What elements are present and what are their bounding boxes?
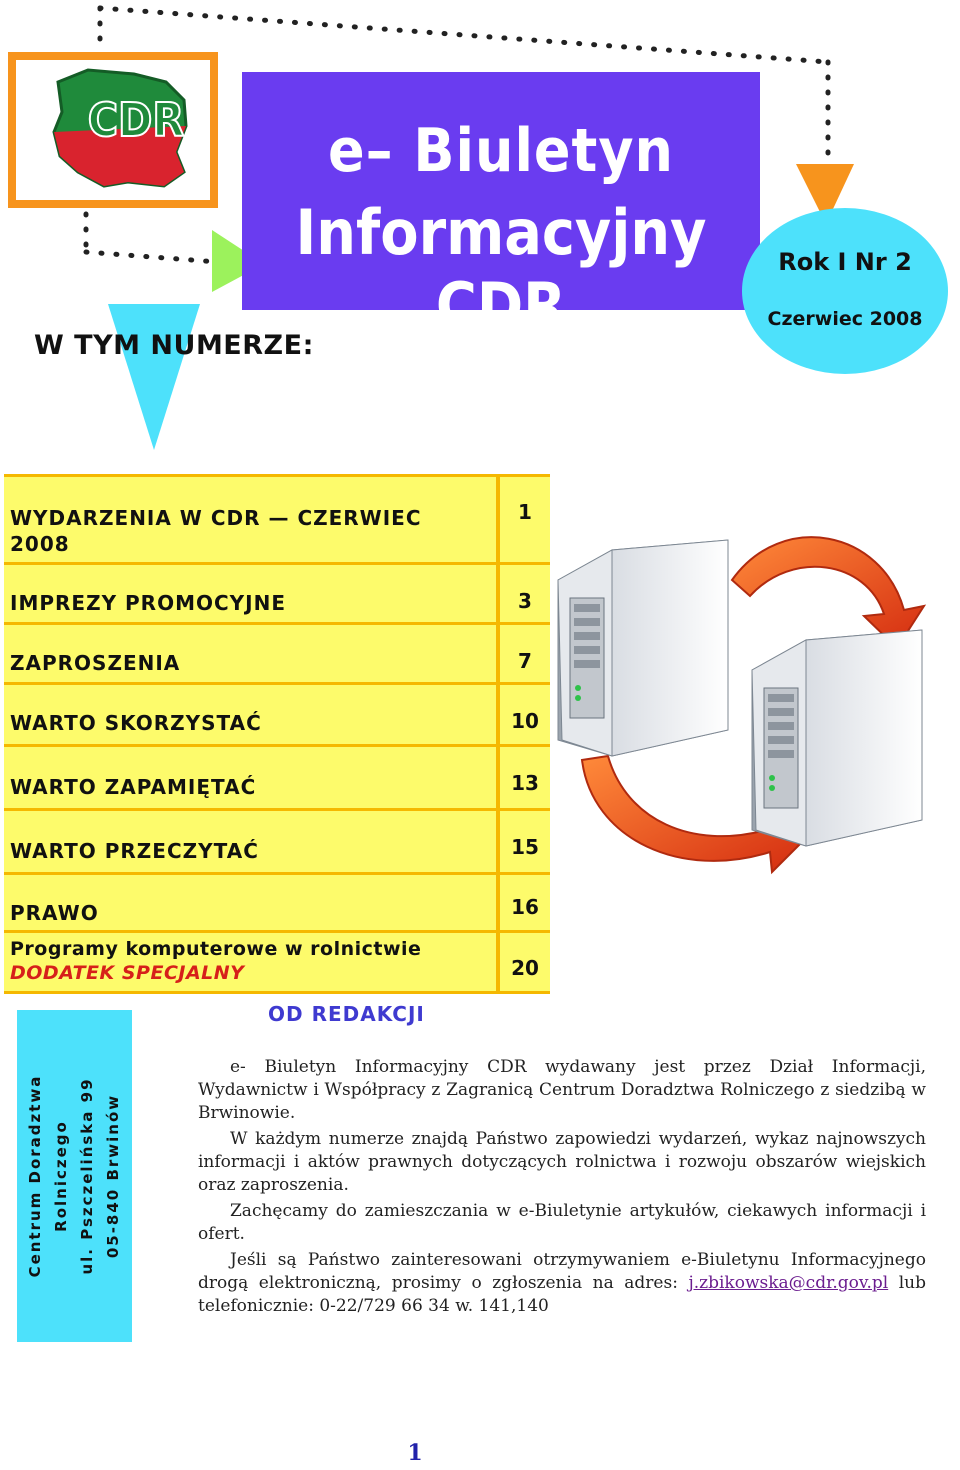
address-line-1: Centrum Doradztwa [26, 1074, 44, 1278]
toc-subtitle: DODATEK SPECJALNY [10, 962, 245, 984]
email-link[interactable]: j.zbikowska@cdr.gov.pl [688, 1273, 889, 1293]
editorial-paragraph-4-text: Jeśli są Państwo zainteresowani otrzymywaniem e-Biuletynu Informacyjnego drogą elektroniczną, prosimy o zgłoszenia na adres: [198, 1250, 926, 1293]
toc-page: 3 [496, 565, 550, 622]
address-sidebar [17, 1010, 132, 1342]
toc-title [10, 937, 421, 985]
toc-heading: W TYM NUMERZE: [34, 330, 314, 361]
editorial-paragraph-4 [198, 1249, 926, 1318]
address-text [22, 1075, 126, 1278]
toc-row[interactable] [4, 744, 550, 808]
toc-row[interactable] [4, 474, 550, 562]
toc-page: 7 [496, 625, 550, 682]
toc-row[interactable] [4, 930, 550, 994]
title-banner [242, 72, 760, 342]
toc-title: WYDARZENIA W CDR — CZERWIEC 2008 [10, 506, 422, 556]
title-line-2: Informacyjny CDR [295, 196, 707, 342]
servers-sync-illustration-icon [552, 520, 952, 900]
issue-date: Czerwiec 2008 [767, 308, 923, 330]
editorial-text [198, 1056, 926, 1321]
toc-title: IMPREZY PROMOCYJNE [10, 591, 286, 615]
editorial-phone-text: lub telefonicznie: 0-22/729 66 34 w. 141,140 [198, 1273, 927, 1316]
editorial-paragraph-2: W każdym numerze znajdą Państwo zapowiedzi wydarzeń, wykaz najnowszych informacji i aktów prawnych dotyczących rolnictwa i rozwoju obszarów wiejskich oraz zaproszenia. [198, 1129, 926, 1195]
toc-title: WARTO ZAPAMIĘTAĆ [10, 775, 257, 799]
toc-title: ZAPROSZENIA [10, 651, 181, 675]
cyan-triangle-shape [108, 304, 200, 450]
editorial-heading: OD REDAKCJI [268, 1002, 425, 1026]
toc-row[interactable] [4, 872, 550, 930]
editorial-paragraph-3: Zachęcamy do zamieszczania w e-Biuletynie artykułów, ciekawych informacji i ofert. [198, 1201, 926, 1244]
toc-page: 20 [496, 933, 550, 991]
editorial-paragraph-1: e- Biuletyn Informacyjny CDR wydawany jest przez Dział Informacji, Wydawnictw i Współpracy z Zagranicą Centrum Doradztwa Rolniczego z siedzibą w Brwinowie. [198, 1057, 926, 1123]
toc-title: WARTO PRZECZYTAĆ [10, 839, 259, 863]
issue-badge [742, 208, 948, 374]
toc-page: 10 [496, 685, 550, 744]
address-line-3: ul. Pszczelińska 99 [78, 1077, 96, 1275]
address-line-2: Rolniczego [52, 1120, 70, 1232]
address-line-4: 05-840 Brwinów [104, 1093, 122, 1259]
toc-title: PRAWO [10, 901, 99, 925]
toc-page: 15 [496, 811, 550, 872]
toc-row[interactable] [4, 622, 550, 682]
title-line-1: e– Biuletyn [328, 116, 674, 186]
toc-row[interactable] [4, 682, 550, 744]
toc-page: 16 [496, 875, 550, 930]
toc-row[interactable] [4, 808, 550, 872]
logo-text: CDR [87, 93, 185, 147]
toc-title-main: Programy komputerowe w rolnictwie [10, 938, 422, 960]
cdr-logo [8, 52, 218, 208]
poland-map-logo-icon [16, 60, 210, 200]
toc-page: 1 [496, 477, 550, 562]
toc-title: WARTO SKORZYSTAĆ [10, 711, 262, 735]
issue-number: Rok I Nr 2 [778, 248, 912, 276]
toc-row[interactable] [4, 562, 550, 622]
page-number: 1 [407, 1440, 423, 1466]
toc-page: 13 [496, 747, 550, 808]
